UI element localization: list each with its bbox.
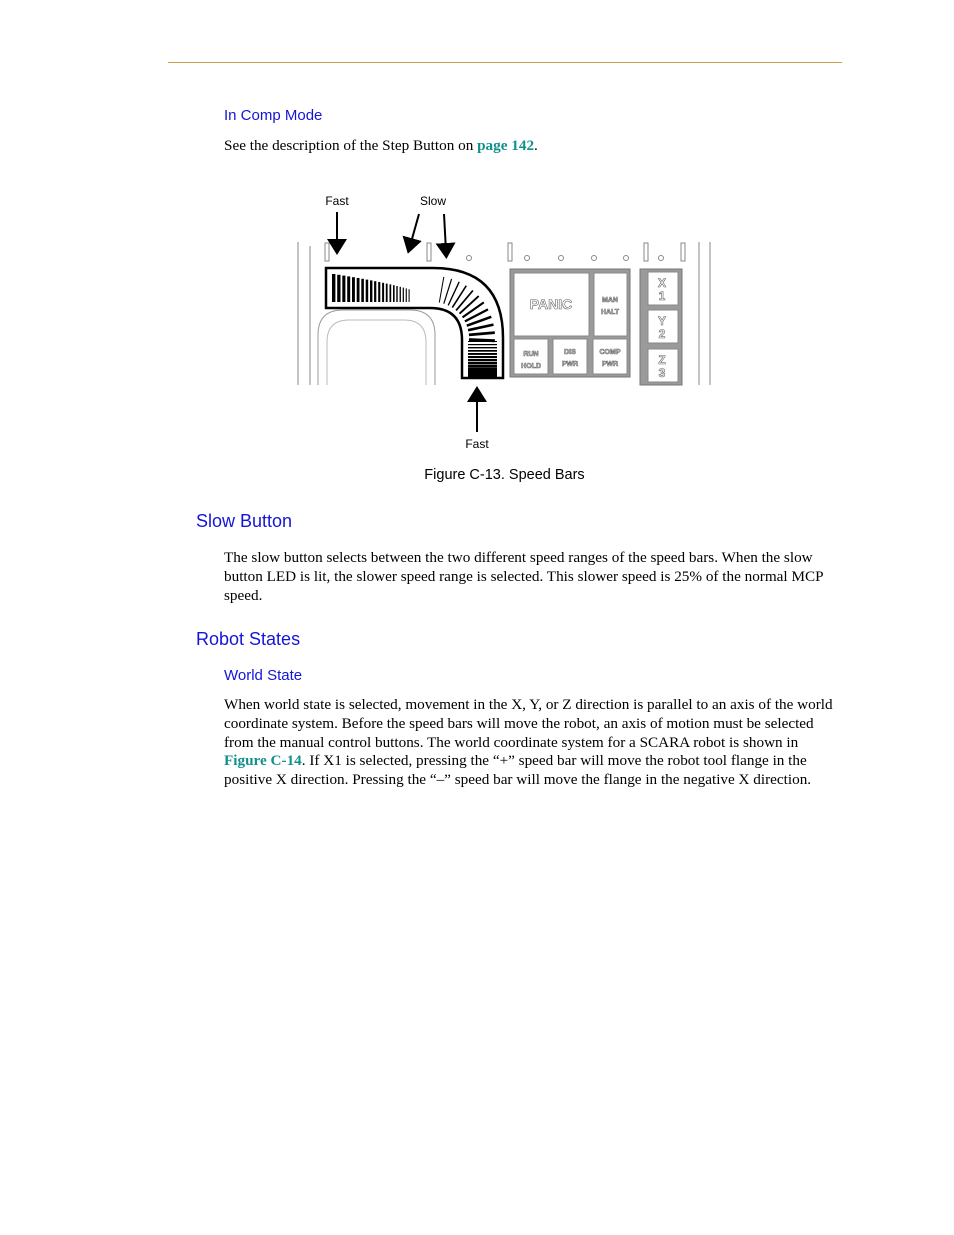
speed-bar-stripe <box>468 344 497 345</box>
speed-bar-stripe <box>400 287 401 302</box>
world-state-text: When world state is selected, movement in the X, Y, or Z direction is parallel to an axis of the world coordinate system. Before the speed bars will move the robot, an axis of motion must be selected from the manual control buttons. The world coordinate system for a SCARA robot is shown in <box>224 696 833 751</box>
heading-robot-states: Robot States <box>196 629 301 649</box>
callout-arrows <box>337 212 477 432</box>
speed-bar-stripe <box>361 279 364 302</box>
speed-bar-stripe <box>468 359 497 361</box>
dis-label: DIS <box>564 349 576 356</box>
speed-bars-figure <box>0 0 954 500</box>
speed-bar-stripe <box>409 289 410 302</box>
y-label: Y <box>657 314 667 328</box>
comp-mode-text: See the description of the Step Button on <box>224 137 478 154</box>
heading-in-comp-mode: In Comp Mode <box>224 107 323 124</box>
figure-c14-link[interactable]: Figure C-14 <box>224 752 302 770</box>
page-142-link[interactable]: page 142 <box>477 137 535 154</box>
dis-pwr-label: PWR <box>561 361 579 368</box>
speed-bar-stripe <box>468 347 497 348</box>
world-state-paragraph <box>224 696 842 790</box>
speed-bar-stripe <box>382 283 384 302</box>
hold-label: HOLD <box>521 363 541 370</box>
speed-bar-stripe <box>406 288 407 302</box>
comp-pwr-label: PWR <box>601 361 619 368</box>
z-label: Z <box>658 353 666 367</box>
speed-bar-stripe <box>468 356 497 358</box>
world-state-text-end: . If X1 is selected, pressing the “+” speed bar will move the robot tool flange in the positive X direction. Pressing the “–” speed bar will move the flange in the negative X direction. <box>224 752 812 789</box>
label-fast-bottom: Fast <box>465 437 489 451</box>
led-indicators <box>467 256 664 261</box>
speed-bar-stripe <box>347 276 350 302</box>
x-label: X <box>657 276 667 290</box>
z3-label: 3 <box>658 366 666 380</box>
label-slow: Slow <box>419 194 447 208</box>
speed-bar-stripe <box>468 353 497 355</box>
y2-label: 2 <box>658 327 666 341</box>
speed-bar-stripe <box>468 362 497 365</box>
heading-slow-button: Slow Button <box>196 511 293 531</box>
speed-bar-stripe <box>403 288 404 302</box>
label-fast-top: Fast <box>325 194 349 208</box>
speed-bar-stripe <box>386 284 388 302</box>
speed-bar-stripe <box>468 374 497 377</box>
button-panel <box>510 269 630 377</box>
speed-bar-stripe <box>378 282 380 302</box>
panic-button[interactable]: PANIC <box>529 296 573 312</box>
speed-bar-stripe <box>396 286 397 302</box>
speed-bar-stripe <box>352 277 355 302</box>
run-label: RUN <box>523 351 539 358</box>
halt-label: HALT <box>600 309 620 316</box>
speed-bar-stripe <box>337 275 340 302</box>
speed-bar-stripe <box>374 281 376 302</box>
comp-mode-text-end: . <box>534 137 538 154</box>
x1-label: 1 <box>658 289 666 303</box>
speed-bar-stripe <box>468 368 497 371</box>
speed-bar-stripe <box>390 284 392 302</box>
heading-world-state: World State <box>224 667 303 684</box>
speed-bar-stripe <box>370 280 372 302</box>
speed-bar-stripe <box>468 365 497 368</box>
speed-bar-stripe <box>469 340 495 341</box>
speed-bar-stripe <box>332 274 335 302</box>
speed-bar-stripe <box>366 280 369 302</box>
speed-bar-stripe <box>468 350 497 352</box>
speed-bar-stripe <box>468 341 497 342</box>
speed-bar-stripe <box>393 285 395 302</box>
figure-caption: Figure C-13. Speed Bars <box>424 467 585 483</box>
speed-bar-stripe <box>468 371 497 374</box>
speed-bar-stripe <box>342 276 345 302</box>
axis-button-panel <box>640 269 682 385</box>
speed-bar-stripe <box>357 278 360 302</box>
man-label: MAN <box>602 297 618 304</box>
comp-label: COMP <box>599 349 621 356</box>
slow-button-paragraph: The slow button selects between the two different speed ranges of the speed bars. When the slow button LED is lit, the slower speed range is selected. This slower speed is 25% of the normal MCP speed. <box>224 549 823 604</box>
